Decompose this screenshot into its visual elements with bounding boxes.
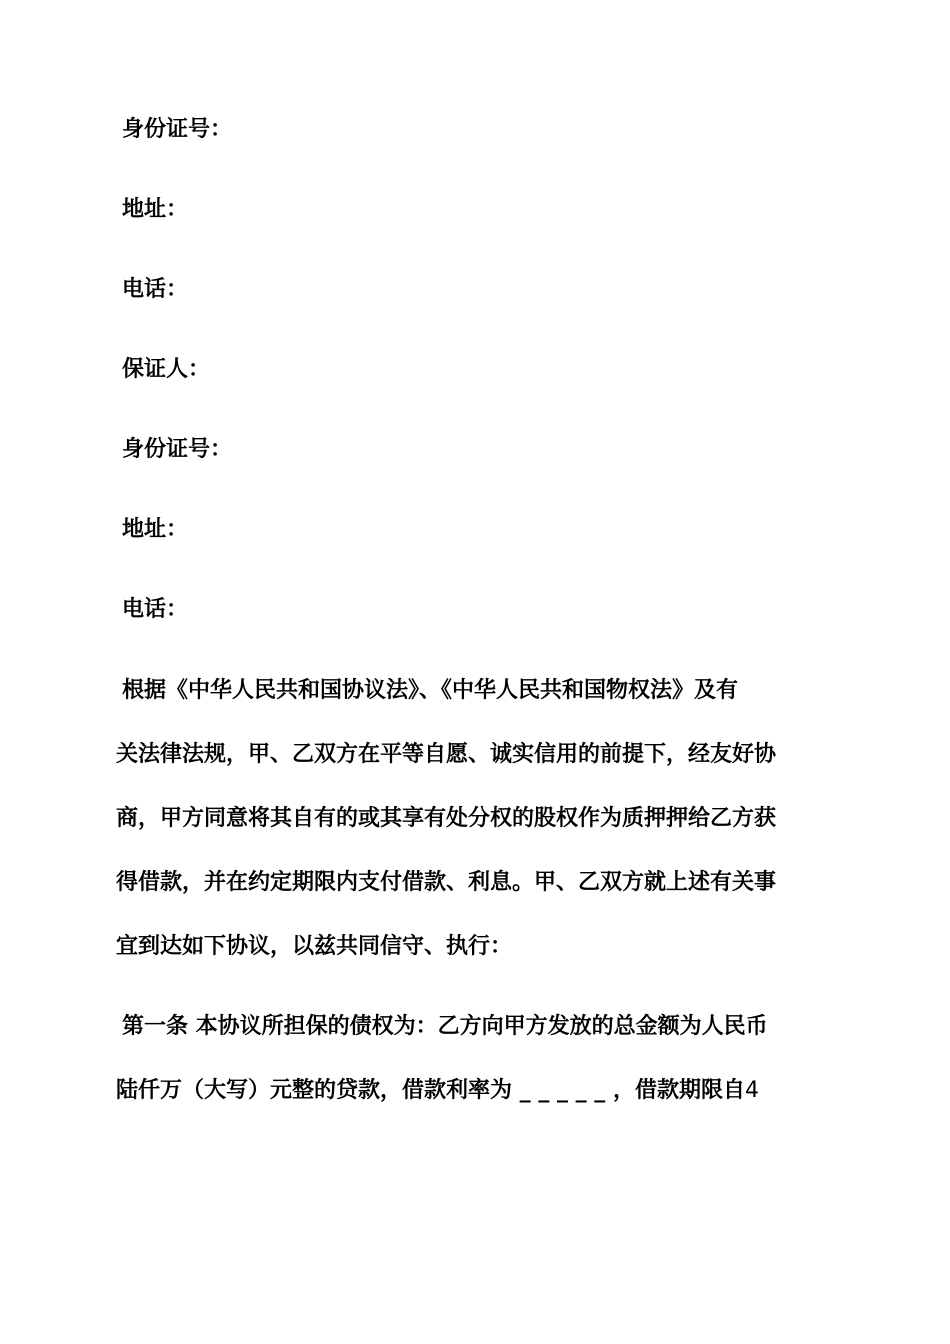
guarantor-label-address: 地址：: [122, 197, 189, 222]
intro-paragraph-line: 宜到达如下协议，以兹共同信守、执行：: [116, 934, 513, 959]
guarantor-label-id-number-2: 身份证号：: [122, 437, 233, 462]
intro-paragraph-line: 得借款，并在约定期限内支付借款、利息。甲、乙双方就上述有关事: [116, 870, 777, 895]
guarantor-label-phone-2: 电话：: [122, 597, 189, 622]
page-number: 4: [744, 1078, 759, 1103]
intro-paragraph-line: 关法律法规，甲、乙双方在平等自愿、诚实信用的前提下，经友好协: [116, 742, 777, 767]
guarantor-label-phone: 电话：: [122, 277, 189, 302]
article-one-text: 陆仟万（大写）元整的贷款，借款利率为 _ _ _ _ _ ，借款期限自: [116, 1078, 745, 1103]
intro-paragraph-line: 根据《中华人民共和国协议法》、《中华人民共和国物权法》及有: [122, 678, 739, 703]
guarantor-label-id-number: 身份证号：: [122, 117, 233, 142]
article-one-line: 第一条 本协议所担保的债权为：乙方向甲方发放的总金额为人民币: [122, 1014, 768, 1039]
article-one-line: [116, 1078, 759, 1104]
guarantor-label-address-2: 地址：: [122, 517, 189, 542]
intro-paragraph-line: 商，甲方同意将其自有的或其享有处分权的股权作为质押押给乙方获: [116, 806, 777, 831]
guarantor-label-name: 保证人：: [122, 357, 211, 382]
